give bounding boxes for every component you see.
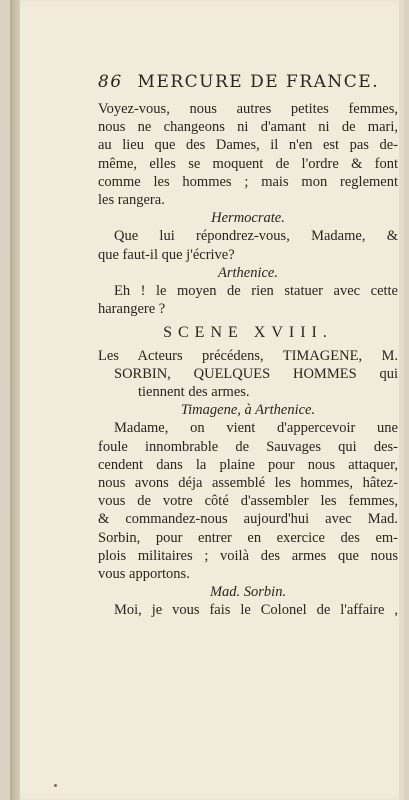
text-line: cendent dans la plaine pour nous attaquer, bbox=[98, 456, 398, 473]
text-line: au lieu que des Dames, il n'en est pas de- bbox=[98, 137, 398, 154]
page-number: 86 bbox=[98, 72, 123, 92]
text-line: vous de votre côté d'assembler les femmes, bbox=[98, 493, 398, 510]
text-line: que faut-il que j'écrive? bbox=[98, 246, 235, 263]
speaker-name: Mad. Sorbin. bbox=[209, 584, 287, 601]
scene-heading: SCENE XVIII. bbox=[163, 324, 333, 342]
speaker-name: Arthenice. bbox=[218, 264, 278, 281]
text-line: Moi, je vous fais le Colonel de l'affaire , bbox=[114, 602, 398, 619]
text-line: nous ne changeons ni d'amant ni de mari, bbox=[98, 119, 398, 136]
page-body-text bbox=[98, 100, 398, 620]
speaker-name: Hermocrate. bbox=[211, 210, 285, 227]
running-header bbox=[98, 72, 398, 92]
speaker-name: Timagene, à Arthenice. bbox=[180, 402, 316, 419]
text-line: Que lui répondrez-vous, Madame, & bbox=[114, 228, 398, 245]
page-outer-edge bbox=[399, 0, 404, 800]
text-line: même, elles se moquent de l'ordre & font bbox=[98, 155, 398, 172]
text-line: SORBIN, QUELQUES HOMMES qui bbox=[114, 365, 398, 382]
text-line: tiennent des armes. bbox=[138, 384, 250, 401]
journal-title: MERCURE DE FRANCE. bbox=[137, 72, 380, 92]
text-line: Voyez-vous, nous autres petites femmes, bbox=[98, 101, 398, 117]
text-line: vous apportons. bbox=[98, 566, 190, 583]
text-line: les rangera. bbox=[98, 192, 165, 209]
text-line: nous avons déja assemblé les hommes, hâtez- bbox=[98, 475, 398, 492]
text-line: Madame, on vient d'appercevoir une bbox=[114, 420, 398, 437]
text-line: Eh ! le moyen de rien statuer avec cette bbox=[114, 283, 398, 300]
text-line: & commandez-nous aujourd'hui avec Mad. bbox=[98, 511, 398, 528]
text-line: harangere ? bbox=[98, 301, 166, 318]
text-line: Sorbin, pour entrer en exercice des em- bbox=[98, 529, 398, 546]
page-binding-edge bbox=[10, 0, 20, 800]
paper-speck bbox=[54, 784, 57, 787]
text-line: foule innombrable de Sauvages qui des- bbox=[98, 438, 398, 455]
book-page bbox=[10, 0, 404, 800]
text-line: Les Acteurs précédens, TIMAGENE, M. bbox=[98, 347, 398, 364]
text-line: comme les hommes ; mais mon reglement bbox=[98, 173, 398, 190]
text-line: plois militaires ; voilà des armes que nous bbox=[98, 547, 398, 564]
